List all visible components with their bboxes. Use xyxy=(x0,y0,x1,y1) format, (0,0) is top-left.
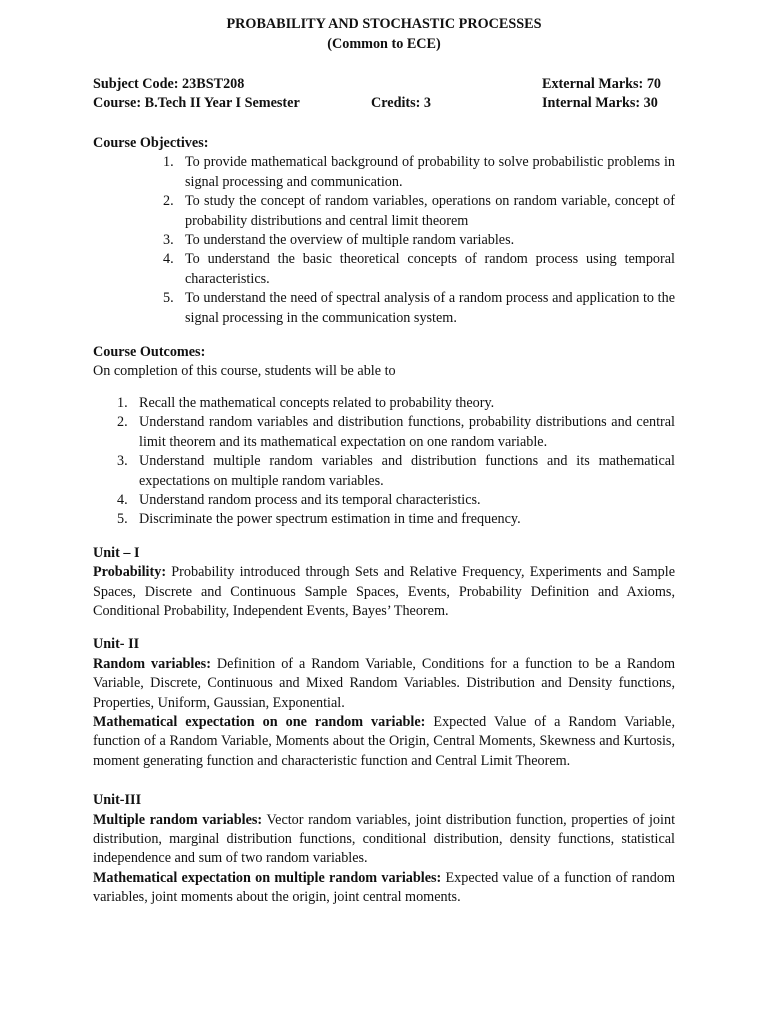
unit-3-expectation-text: Expected value of a function of random variables, joint moments about the origin, joint central moments. xyxy=(93,869,675,906)
outcome-item xyxy=(93,452,675,491)
unit-3-multiple-random-variables-text: Vector random variables, joint distribution function, properties of joint distribution, marginal distribution functions, conditional distribution, density functions, statistical independence and sum of two random variables. xyxy=(93,811,676,867)
unit-3-expectation-paragraph xyxy=(93,869,675,908)
outcome-text: Understand random variables and distribution functions, probability distributions and central limit theorem and its mathematical expectation on one random variable. xyxy=(139,414,675,450)
unit-1-probability-text: Probability introduced through Sets and Relative Frequency, Experiments and Sample Spaces, Discrete and Continuous Sample Spaces, Events, Probability Definition and Axioms, Conditional Probability, Independent Events, Bayes’ Theorem. xyxy=(93,564,675,619)
credits: Credits: 3 xyxy=(371,95,432,112)
objective-item xyxy=(93,153,675,192)
unit-2-expectation-label: Mathematical expectation on one random variable: xyxy=(93,713,426,730)
outcome-item xyxy=(93,510,675,529)
syllabus-page xyxy=(93,14,675,908)
outcome-number: 1. xyxy=(117,394,128,411)
objective-item xyxy=(93,250,675,289)
subject-code: Subject Code: 23BST208 xyxy=(93,76,245,92)
unit-2-heading: Unit- II xyxy=(93,636,140,653)
objective-number: 2. xyxy=(163,193,174,210)
objective-item xyxy=(93,192,675,231)
unit-2-random-variables-label: Random variables: xyxy=(93,655,211,672)
course-name: Course: B.Tech II Year I Semester xyxy=(93,95,300,112)
course-outcomes-section xyxy=(93,343,675,530)
unit-1-section xyxy=(93,544,675,622)
meta-row-1 xyxy=(93,75,675,94)
course-objectives-list xyxy=(93,153,675,328)
objective-number: 1. xyxy=(163,154,174,171)
unit-1-probability-paragraph xyxy=(93,563,675,621)
unit-2-section xyxy=(93,635,675,771)
document-subtitle: (Common to ECE) xyxy=(327,36,441,52)
objective-number: 3. xyxy=(163,232,174,249)
unit-1-heading: Unit – I xyxy=(93,544,140,561)
unit-2-expectation-paragraph xyxy=(93,713,675,771)
course-outcomes-list xyxy=(93,394,675,530)
unit-3-section xyxy=(93,791,675,907)
objective-text: To study the concept of random variables, operations on random variable, concept of probability distributions and central limit theorem xyxy=(185,193,675,229)
course-objectives-section xyxy=(93,134,675,328)
outcome-text: Discriminate the power spectrum estimation in time and frequency. xyxy=(139,511,521,528)
document-title: PROBABILITY AND STOCHASTIC PROCESSES xyxy=(226,16,542,32)
outcome-number: 5. xyxy=(117,511,128,528)
objective-number: 4. xyxy=(163,251,174,268)
unit-2-random-variables-paragraph xyxy=(93,655,675,713)
external-marks: External Marks: 70 xyxy=(542,76,662,92)
objective-text: To understand the basic theoretical concepts of random process using temporal characteristics. xyxy=(185,251,675,287)
outcome-item xyxy=(93,413,675,452)
unit-3-heading: Unit-III xyxy=(93,792,142,809)
outcome-number: 2. xyxy=(117,414,128,431)
objective-text: To understand the overview of multiple random variables. xyxy=(185,232,515,249)
unit-3-multiple-random-variables-label: Multiple random variables: xyxy=(93,811,263,828)
objective-number: 5. xyxy=(163,290,174,307)
objective-text: To provide mathematical background of probability to solve probabilistic problems in signal processing and communication. xyxy=(185,154,675,190)
objective-item xyxy=(93,231,675,250)
unit-1-probability-label: Probability: xyxy=(93,564,167,581)
outcome-text: Understand multiple random variables and distribution functions and its mathematical expectations on multiple random variables. xyxy=(139,453,675,489)
unit-3-multiple-random-variables-paragraph xyxy=(93,811,675,869)
course-objectives-heading: Course Objectives: xyxy=(93,135,209,151)
outcome-text: Understand random process and its temporal characteristics. xyxy=(139,491,481,508)
unit-2-random-variables-text: Definition of a Random Variable, Conditions for a function to be a Random Variable, Discrete, Continuous and Mixed Random Variables. Distribution and Density functions, Properties, Uniform, Gaussian, Exponential. xyxy=(93,655,675,711)
outcome-number: 4. xyxy=(117,491,128,508)
objective-item xyxy=(93,289,675,328)
unit-3-expectation-label: Mathematical expectation on multiple random variables: xyxy=(93,869,442,886)
meta-row-2 xyxy=(93,94,675,113)
outcome-text: Recall the mathematical concepts related to probability theory. xyxy=(139,394,495,411)
course-outcomes-heading: Course Outcomes: xyxy=(93,344,206,361)
course-outcomes-intro: On completion of this course, students will be able to xyxy=(93,363,396,380)
internal-marks: Internal Marks: 30 xyxy=(542,95,658,112)
outcome-item xyxy=(93,491,675,510)
outcome-number: 3. xyxy=(117,453,128,470)
unit-2-expectation-text: Expected Value of a Random Variable, function of a Random Variable, Moments about the Origin, Central Moments, Skewness and Kurtosis, moment generating function and characteristic function and Central Limit Theorem. xyxy=(93,713,676,769)
outcome-item xyxy=(93,394,675,413)
objective-text: To understand the need of spectral analysis of a random process and application to the signal processing in the communication system. xyxy=(185,290,675,326)
course-meta xyxy=(93,75,675,114)
